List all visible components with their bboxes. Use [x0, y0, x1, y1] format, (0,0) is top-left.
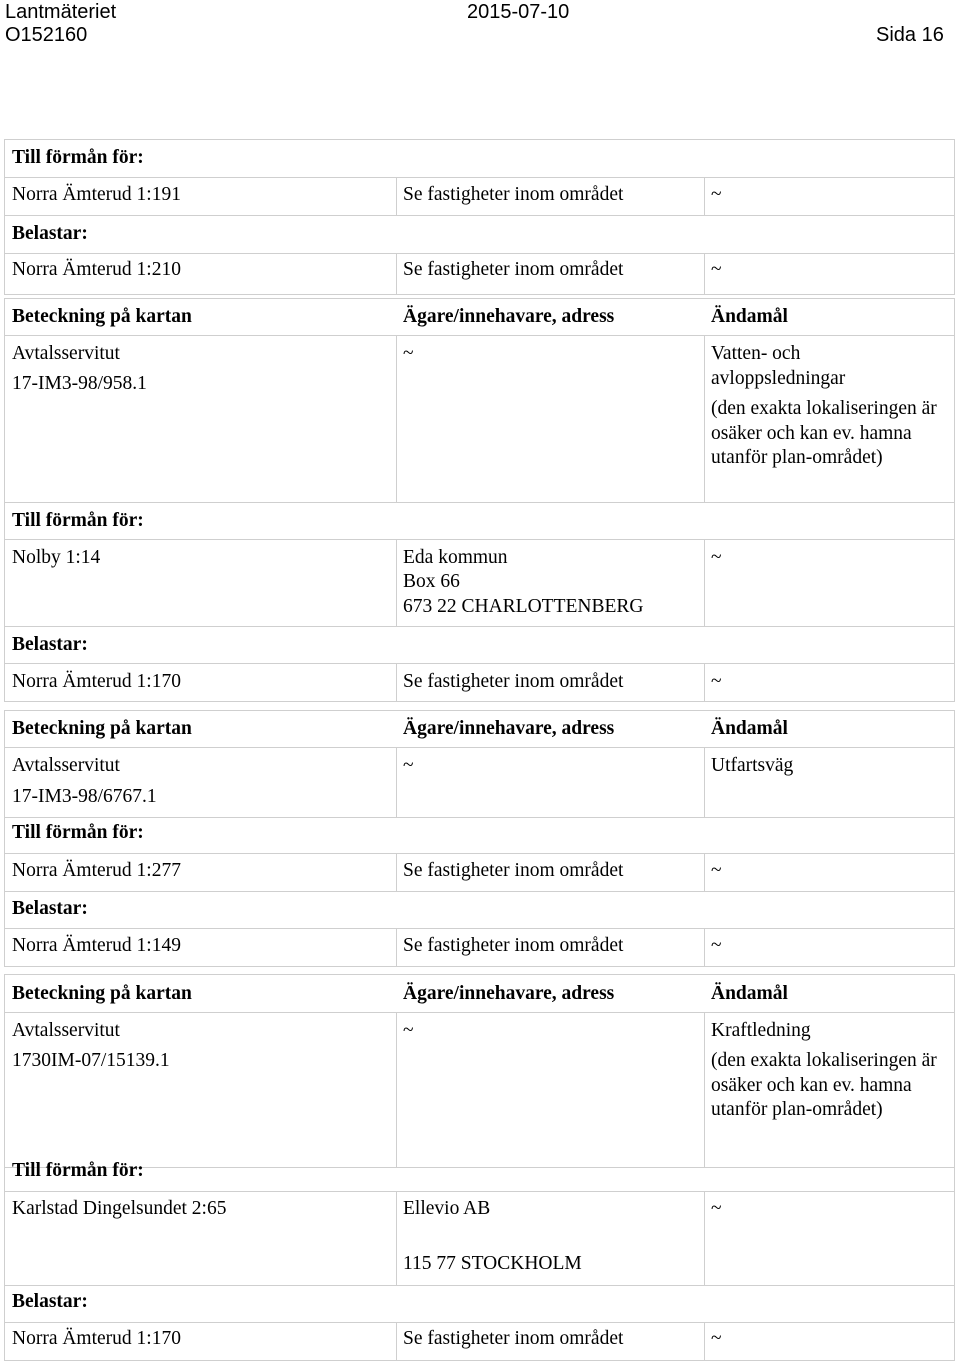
burden-purpose: ~ [711, 259, 722, 280]
benefit-label: Till förmån för: [12, 822, 144, 843]
burden-owner: Se fastigheter inom området [403, 259, 624, 280]
column-header-purpose: Ändamål [711, 306, 788, 327]
benefit-purpose: ~ [711, 184, 722, 205]
easement-purpose: Vatten- och avloppsledningar [711, 343, 846, 389]
burden-purpose: ~ [711, 935, 722, 956]
benefit-owner-city: 115 77 STOCKHOLM [403, 1253, 582, 1274]
column-header-purpose: Ändamål [711, 983, 788, 1004]
burden-owner: Se fastigheter inom området [403, 935, 624, 956]
column-header-designation: Beteckning på kartan [12, 718, 192, 739]
easement-owner: ~ [403, 1020, 414, 1041]
burden-label: Belastar: [12, 223, 88, 244]
column-header-owner: Ägare/innehavare, adress [403, 306, 615, 327]
burden-label: Belastar: [12, 634, 88, 655]
easement-owner: ~ [403, 343, 414, 364]
burden-label: Belastar: [12, 1291, 88, 1312]
benefit-property: Nolby 1:14 [12, 547, 101, 568]
column-header-designation: Beteckning på kartan [12, 306, 192, 327]
benefit-purpose: ~ [711, 547, 722, 568]
benefit-purpose: ~ [711, 860, 722, 881]
benefit-purpose: ~ [711, 1198, 722, 1219]
benefit-label: Till förmån för: [12, 510, 144, 531]
benefit-property: Norra Ämterud 1:191 [12, 184, 181, 205]
benefit-owner: Se fastigheter inom området [403, 860, 624, 881]
burden-purpose: ~ [711, 1328, 722, 1349]
burden-label: Belastar: [12, 898, 88, 919]
benefit-owner: Se fastigheter inom området [403, 184, 624, 205]
easement-section-2 [4, 710, 955, 967]
easement-designation: 1730IM-07/15139.1 [12, 1050, 170, 1071]
benefit-owner-box: Box 66 [403, 571, 460, 592]
column-header-designation: Beteckning på kartan [12, 983, 192, 1004]
easement-type: Avtalsservitut [12, 343, 120, 364]
easement-purpose: Kraftledning [711, 1020, 811, 1041]
easement-type: Avtalsservitut [12, 1020, 120, 1041]
benefit-label: Till förmån för: [12, 1160, 144, 1181]
easement-note: (den exakta lokaliseringen är osäker och kan ev. hamna utanför plan-området) [711, 1050, 937, 1120]
easement-purpose: Utfartsväg [711, 755, 794, 776]
easement-type: Avtalsservitut [12, 755, 120, 776]
column-header-owner: Ägare/innehavare, adress [403, 718, 615, 739]
burden-property: Norra Ämterud 1:210 [12, 259, 181, 280]
easement-designation: 17-IM3-98/6767.1 [12, 786, 157, 807]
burden-property: Norra Ämterud 1:170 [12, 1328, 181, 1349]
burden-owner: Se fastigheter inom området [403, 1328, 624, 1349]
benefit-property: Norra Ämterud 1:277 [12, 860, 181, 881]
easement-note: (den exakta lokaliseringen är osäker och kan ev. hamna utanför plan-området) [711, 398, 937, 468]
benefit-owner-city: 673 22 CHARLOTTENBERG [403, 596, 644, 617]
burden-property: Norra Ämterud 1:149 [12, 935, 181, 956]
org-name: Lantmäteriet [5, 1, 117, 23]
column-header-purpose: Ändamål [711, 718, 788, 739]
column-header-owner: Ägare/innehavare, adress [403, 983, 615, 1004]
benefit-owner-name: Eda kommun [403, 547, 508, 568]
burden-owner: Se fastigheter inom området [403, 671, 624, 692]
easement-section-3 [4, 974, 955, 1361]
document-date: 2015-07-10 [467, 1, 570, 23]
benefit-property: Karlstad Dingelsundet 2:65 [12, 1198, 227, 1219]
benefit-owner-name: Ellevio AB [403, 1198, 491, 1219]
burden-purpose: ~ [711, 671, 722, 692]
easement-designation: 17-IM3-98/958.1 [12, 373, 147, 394]
page-number: Sida 16 [876, 24, 944, 46]
burden-property: Norra Ämterud 1:170 [12, 671, 181, 692]
document-id: O152160 [5, 24, 88, 46]
benefit-label: Till förmån för: [12, 147, 144, 168]
easement-owner: ~ [403, 755, 414, 776]
